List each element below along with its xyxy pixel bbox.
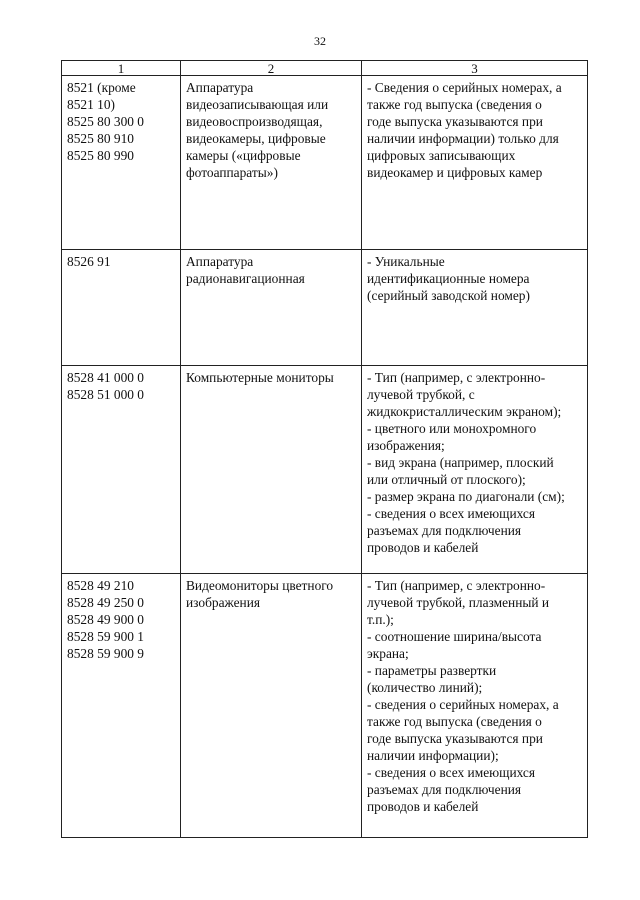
cell-line: жидкокристаллическим экраном); bbox=[367, 404, 562, 419]
cell-line: - Сведения о серийных номерах, а bbox=[367, 80, 562, 95]
cell-line: - соотношение ширина/высота bbox=[367, 629, 542, 644]
header-row bbox=[62, 61, 588, 76]
cell-line: видеокамер и цифровых камер bbox=[367, 165, 543, 180]
cell-line: цифровых записывающих bbox=[367, 148, 516, 163]
cell-line: - сведения о всех имеющихся bbox=[367, 765, 536, 780]
cell-line: 8528 41 000 0 bbox=[67, 370, 144, 385]
commodity-table bbox=[61, 60, 588, 838]
cell-line: (серийный заводской номер) bbox=[367, 288, 530, 303]
cell-line: видеовоспроизводящая, bbox=[186, 114, 323, 129]
cell-line: идентификационные номера bbox=[367, 271, 530, 286]
cell-line: экрана; bbox=[367, 646, 409, 661]
cell-line: Компьютерные мониторы bbox=[186, 370, 334, 385]
header-col-3: 3 bbox=[362, 61, 588, 76]
cell-line: радионавигационная bbox=[186, 271, 305, 286]
header-col-2: 2 bbox=[181, 61, 362, 76]
cell-line: 8528 49 250 0 bbox=[67, 595, 144, 610]
cell-line: видеокамеры, цифровые bbox=[186, 131, 326, 146]
cell-line: 8525 80 990 bbox=[67, 148, 134, 163]
name-cell bbox=[181, 366, 362, 574]
codes-cell bbox=[62, 76, 181, 250]
cell-line: (количество линий); bbox=[367, 680, 483, 695]
cell-line: наличии информации); bbox=[367, 748, 499, 763]
cell-line: 8528 59 900 1 bbox=[67, 629, 144, 644]
name-cell bbox=[181, 76, 362, 250]
cell-line: годе выпуска указываются при bbox=[367, 731, 543, 746]
codes-cell bbox=[62, 250, 181, 366]
cell-line: фотоаппараты») bbox=[186, 165, 278, 180]
cell-line: - Тип (например, с электронно- bbox=[367, 370, 546, 385]
table-row bbox=[62, 366, 588, 574]
cell-line: изображения; bbox=[367, 438, 445, 453]
cell-line: - Уникальные bbox=[367, 254, 445, 269]
cell-line: Аппаратура bbox=[186, 80, 254, 95]
codes-cell bbox=[62, 574, 181, 838]
cell-line: - цветного или монохромного bbox=[367, 421, 537, 436]
cell-line: 8528 49 900 0 bbox=[67, 612, 144, 627]
header-col-1: 1 bbox=[62, 61, 181, 76]
cell-line: 8521 (кроме bbox=[67, 80, 136, 95]
cell-line: т.п.); bbox=[367, 612, 394, 627]
info-cell bbox=[362, 250, 588, 366]
cell-line: наличии информации) только для bbox=[367, 131, 559, 146]
cell-line: - параметры развертки bbox=[367, 663, 497, 678]
cell-line: 8521 10) bbox=[67, 97, 115, 112]
cell-line: - вид экрана (например, плоский bbox=[367, 455, 554, 470]
cell-line: также год выпуска (сведения о bbox=[367, 97, 542, 112]
cell-line: изображения bbox=[186, 595, 261, 610]
cell-line: 8525 80 300 0 bbox=[67, 114, 144, 129]
cell-line: 8528 49 210 bbox=[67, 578, 134, 593]
cell-line: разъемах для подключения bbox=[367, 523, 522, 538]
cell-line: видеозаписывающая или bbox=[186, 97, 329, 112]
table-row bbox=[62, 250, 588, 366]
codes-cell bbox=[62, 366, 181, 574]
cell-line: 8526 91 bbox=[67, 254, 111, 269]
cell-line: разъемах для подключения bbox=[367, 782, 522, 797]
cell-line: - Тип (например, с электронно- bbox=[367, 578, 546, 593]
cell-line: Видеомониторы цветного bbox=[186, 578, 334, 593]
cell-line: - сведения о всех имеющихся bbox=[367, 506, 536, 521]
cell-line: лучевой трубкой, плазменный и bbox=[367, 595, 550, 610]
cell-line: проводов и кабелей bbox=[367, 799, 479, 814]
info-cell bbox=[362, 76, 588, 250]
cell-line: камеры («цифровые bbox=[186, 148, 301, 163]
cell-line: - сведения о серийных номерах, а bbox=[367, 697, 559, 712]
cell-line: 8528 51 000 0 bbox=[67, 387, 144, 402]
cell-line: Аппаратура bbox=[186, 254, 254, 269]
cell-line: 8528 59 900 9 bbox=[67, 646, 144, 661]
cell-line: или отличный от плоского); bbox=[367, 472, 526, 487]
cell-line: годе выпуска указываются при bbox=[367, 114, 543, 129]
cell-line: 8525 80 910 bbox=[67, 131, 134, 146]
cell-line: лучевой трубкой, с bbox=[367, 387, 475, 402]
cell-line: также год выпуска (сведения о bbox=[367, 714, 542, 729]
name-cell bbox=[181, 250, 362, 366]
table-row bbox=[62, 76, 588, 250]
info-cell bbox=[362, 366, 588, 574]
info-cell bbox=[362, 574, 588, 838]
cell-line: проводов и кабелей bbox=[367, 540, 479, 555]
cell-line: - размер экрана по диагонали (см); bbox=[367, 489, 565, 504]
page-number: 32 bbox=[314, 34, 326, 48]
table-row bbox=[62, 574, 588, 838]
name-cell bbox=[181, 574, 362, 838]
